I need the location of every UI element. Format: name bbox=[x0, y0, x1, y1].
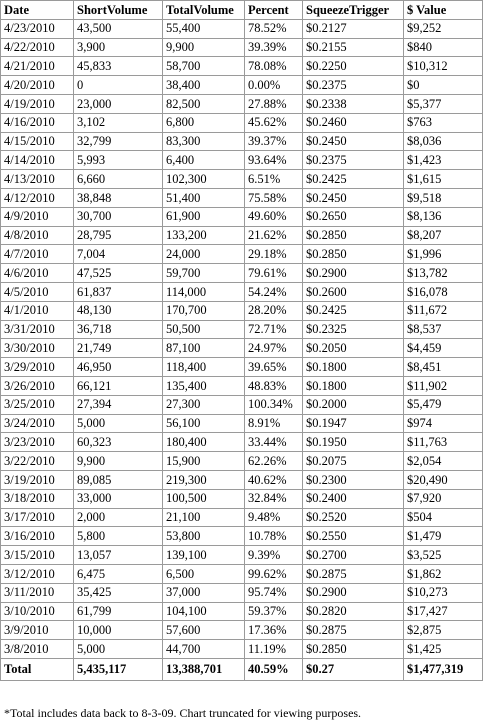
squeeze-trigger-cell: $0.2155 bbox=[303, 38, 404, 57]
table-row bbox=[1, 470, 483, 489]
dollar-value-cell: $1,425 bbox=[404, 640, 483, 659]
dollar-value-cell: $10,273 bbox=[404, 583, 483, 602]
short-volume-cell: 47,525 bbox=[74, 264, 163, 283]
squeeze-trigger-cell: $0.2460 bbox=[303, 113, 404, 132]
date-cell: 3/29/2010 bbox=[1, 358, 74, 377]
dollar-value-cell: $8,537 bbox=[404, 320, 483, 339]
short-volume-cell: 61,837 bbox=[74, 282, 163, 301]
date-cell: 3/23/2010 bbox=[1, 433, 74, 452]
table-row bbox=[1, 226, 483, 245]
percent-cell: 21.62% bbox=[245, 226, 303, 245]
total-volume-cell: 55,400 bbox=[163, 19, 245, 38]
short-volume-cell: 27,394 bbox=[74, 395, 163, 414]
percent-cell: 39.37% bbox=[245, 132, 303, 151]
total-volume-cell: 118,400 bbox=[163, 358, 245, 377]
short-volume-cell: 38,848 bbox=[74, 188, 163, 207]
total-volume-cell: 38,400 bbox=[163, 76, 245, 95]
short-volume-cell: 9,900 bbox=[74, 452, 163, 471]
squeeze-trigger-cell: $0.2050 bbox=[303, 339, 404, 358]
table-row bbox=[1, 395, 483, 414]
percent-cell: 8.91% bbox=[245, 414, 303, 433]
date-cell: 4/14/2010 bbox=[1, 151, 74, 170]
date-cell: 4/20/2010 bbox=[1, 76, 74, 95]
column-header-total-volume: TotalVolume bbox=[163, 1, 245, 20]
dollar-value-cell: $840 bbox=[404, 38, 483, 57]
percent-cell: 10.78% bbox=[245, 527, 303, 546]
dollar-value-cell: $9,252 bbox=[404, 19, 483, 38]
percent-cell: 39.65% bbox=[245, 358, 303, 377]
percent-cell: 49.60% bbox=[245, 207, 303, 226]
squeeze-trigger-cell: $0.2850 bbox=[303, 245, 404, 264]
short-volume-cell: 45,833 bbox=[74, 57, 163, 76]
short-volume-cell: 43,500 bbox=[74, 19, 163, 38]
percent-cell: 32.84% bbox=[245, 489, 303, 508]
percent-cell: 79.61% bbox=[245, 264, 303, 283]
dollar-value-cell: $8,036 bbox=[404, 132, 483, 151]
date-cell: 3/12/2010 bbox=[1, 564, 74, 583]
table-row bbox=[1, 452, 483, 471]
total-volume-cell: 59,700 bbox=[163, 264, 245, 283]
table-row bbox=[1, 151, 483, 170]
date-cell: 4/21/2010 bbox=[1, 57, 74, 76]
dollar-value-cell: $0 bbox=[404, 76, 483, 95]
percent-cell: 11.19% bbox=[245, 640, 303, 659]
total-volume-cell: 51,400 bbox=[163, 188, 245, 207]
percent-cell: 27.88% bbox=[245, 94, 303, 113]
squeeze-trigger-cell: $0.2850 bbox=[303, 226, 404, 245]
short-volume-cell: 60,323 bbox=[74, 433, 163, 452]
date-cell: 3/30/2010 bbox=[1, 339, 74, 358]
dollar-value-cell: $13,782 bbox=[404, 264, 483, 283]
dollar-value-cell: $1,615 bbox=[404, 170, 483, 189]
percent-cell: 33.44% bbox=[245, 433, 303, 452]
date-cell: 3/26/2010 bbox=[1, 376, 74, 395]
date-cell: 3/19/2010 bbox=[1, 470, 74, 489]
date-cell: 3/22/2010 bbox=[1, 452, 74, 471]
percent-cell: 9.48% bbox=[245, 508, 303, 527]
total-volume-cell: 6,500 bbox=[163, 564, 245, 583]
squeeze-trigger-cell: $0.2700 bbox=[303, 546, 404, 565]
column-header-short-volume: ShortVolume bbox=[74, 1, 163, 20]
squeeze-trigger-cell: $0.2250 bbox=[303, 57, 404, 76]
date-cell: 3/15/2010 bbox=[1, 546, 74, 565]
short-volume-cell: 23,000 bbox=[74, 94, 163, 113]
table-row bbox=[1, 94, 483, 113]
dollar-value-cell: $7,920 bbox=[404, 489, 483, 508]
date-cell: 3/18/2010 bbox=[1, 489, 74, 508]
date-cell: 3/16/2010 bbox=[1, 527, 74, 546]
squeeze-trigger-cell: $0.2450 bbox=[303, 132, 404, 151]
total-volume-cell: 44,700 bbox=[163, 640, 245, 659]
squeeze-trigger-cell: $0.2520 bbox=[303, 508, 404, 527]
squeeze-trigger-cell: $0.2127 bbox=[303, 19, 404, 38]
short-volume-cell: 30,700 bbox=[74, 207, 163, 226]
table-row bbox=[1, 621, 483, 640]
percent-cell: 0.00% bbox=[245, 76, 303, 95]
total-volume-cell: 180,400 bbox=[163, 433, 245, 452]
header-row bbox=[1, 1, 483, 20]
short-volume-cell: 61,799 bbox=[74, 602, 163, 621]
total-row bbox=[1, 658, 483, 680]
date-cell: 3/8/2010 bbox=[1, 640, 74, 659]
squeeze-trigger-cell: $0.2900 bbox=[303, 264, 404, 283]
date-cell: 3/25/2010 bbox=[1, 395, 74, 414]
total-volume-cell: 37,000 bbox=[163, 583, 245, 602]
date-cell: 4/5/2010 bbox=[1, 282, 74, 301]
date-cell: 4/19/2010 bbox=[1, 94, 74, 113]
table-row bbox=[1, 282, 483, 301]
squeeze-trigger-cell: $0.2375 bbox=[303, 151, 404, 170]
short-volume-cell: 3,102 bbox=[74, 113, 163, 132]
squeeze-trigger-cell: $0.2425 bbox=[303, 301, 404, 320]
table-row bbox=[1, 433, 483, 452]
squeeze-trigger-cell: $0.1800 bbox=[303, 358, 404, 377]
table-row bbox=[1, 264, 483, 283]
short-volume-cell: 6,660 bbox=[74, 170, 163, 189]
short-volume-cell: 3,900 bbox=[74, 38, 163, 57]
percent-cell: 99.62% bbox=[245, 564, 303, 583]
short-volume-cell: 32,799 bbox=[74, 132, 163, 151]
total-volume-cell: 104,100 bbox=[163, 602, 245, 621]
total-volume-cell: 6,400 bbox=[163, 151, 245, 170]
total-volume-cell: 21,100 bbox=[163, 508, 245, 527]
percent-cell: 54.24% bbox=[245, 282, 303, 301]
percent-cell: 17.36% bbox=[245, 621, 303, 640]
squeeze-trigger-cell: $0.2850 bbox=[303, 640, 404, 659]
table-row bbox=[1, 188, 483, 207]
dollar-value-cell: $4,459 bbox=[404, 339, 483, 358]
total-volume-cell: 87,100 bbox=[163, 339, 245, 358]
column-header-percent: Percent bbox=[245, 1, 303, 20]
dollar-value-cell: $1,996 bbox=[404, 245, 483, 264]
total-volume-cell: 114,000 bbox=[163, 282, 245, 301]
squeeze-trigger-cell: $0.1800 bbox=[303, 376, 404, 395]
date-cell: 4/23/2010 bbox=[1, 19, 74, 38]
total-volume-cell: 100,500 bbox=[163, 489, 245, 508]
short-volume-cell: 0 bbox=[74, 76, 163, 95]
total-volume-cell: 139,100 bbox=[163, 546, 245, 565]
percent-cell: 40.62% bbox=[245, 470, 303, 489]
dollar-value-cell: $2,054 bbox=[404, 452, 483, 471]
squeeze-trigger-cell: $0.2900 bbox=[303, 583, 404, 602]
table-row bbox=[1, 583, 483, 602]
total-volume-cell: 102,300 bbox=[163, 170, 245, 189]
total-short-volume: 5,435,117 bbox=[74, 658, 163, 680]
percent-cell: 28.20% bbox=[245, 301, 303, 320]
column-header-squeeze-trigger: SqueezeTrigger bbox=[303, 1, 404, 20]
total-volume-cell: 6,800 bbox=[163, 113, 245, 132]
short-volume-cell: 6,475 bbox=[74, 564, 163, 583]
table-row bbox=[1, 245, 483, 264]
squeeze-trigger-cell: $0.2820 bbox=[303, 602, 404, 621]
short-volume-cell: 10,000 bbox=[74, 621, 163, 640]
table-row bbox=[1, 489, 483, 508]
date-cell: 3/10/2010 bbox=[1, 602, 74, 621]
squeeze-trigger-cell: $0.2325 bbox=[303, 320, 404, 339]
footnote: *Total includes data back to 8-3-09. Chart truncated for viewing purposes. bbox=[4, 706, 362, 720]
table-row bbox=[1, 546, 483, 565]
table-row bbox=[1, 57, 483, 76]
percent-cell: 48.83% bbox=[245, 376, 303, 395]
percent-cell: 29.18% bbox=[245, 245, 303, 264]
table-row bbox=[1, 358, 483, 377]
dollar-value-cell: $8,136 bbox=[404, 207, 483, 226]
total-dollar-value: $1,477,319 bbox=[404, 658, 483, 680]
squeeze-trigger-cell: $0.2400 bbox=[303, 489, 404, 508]
table-row bbox=[1, 339, 483, 358]
dollar-value-cell: $3,525 bbox=[404, 546, 483, 565]
table-row bbox=[1, 376, 483, 395]
table-row bbox=[1, 19, 483, 38]
short-volume-cell: 36,718 bbox=[74, 320, 163, 339]
table-row bbox=[1, 113, 483, 132]
percent-cell: 93.64% bbox=[245, 151, 303, 170]
percent-cell: 100.34% bbox=[245, 395, 303, 414]
total-volume-cell: 61,900 bbox=[163, 207, 245, 226]
date-cell: 4/8/2010 bbox=[1, 226, 74, 245]
total-volume-cell: 135,400 bbox=[163, 376, 245, 395]
short-volume-cell: 66,121 bbox=[74, 376, 163, 395]
date-cell: 4/7/2010 bbox=[1, 245, 74, 264]
percent-cell: 62.26% bbox=[245, 452, 303, 471]
short-volume-cell: 46,950 bbox=[74, 358, 163, 377]
total-volume-cell: 24,000 bbox=[163, 245, 245, 264]
dollar-value-cell: $8,451 bbox=[404, 358, 483, 377]
dollar-value-cell: $1,862 bbox=[404, 564, 483, 583]
total-label: Total bbox=[1, 658, 74, 680]
date-cell: 4/9/2010 bbox=[1, 207, 74, 226]
dollar-value-cell: $1,423 bbox=[404, 151, 483, 170]
short-volume-cell: 5,000 bbox=[74, 414, 163, 433]
total-volume-cell: 57,600 bbox=[163, 621, 245, 640]
percent-cell: 72.71% bbox=[245, 320, 303, 339]
date-cell: 4/1/2010 bbox=[1, 301, 74, 320]
table-row bbox=[1, 207, 483, 226]
squeeze-trigger-cell: $0.2450 bbox=[303, 188, 404, 207]
squeeze-trigger-cell: $0.2425 bbox=[303, 170, 404, 189]
short-volume-cell: 48,130 bbox=[74, 301, 163, 320]
date-cell: 4/12/2010 bbox=[1, 188, 74, 207]
total-volume-cell: 50,500 bbox=[163, 320, 245, 339]
percent-cell: 45.62% bbox=[245, 113, 303, 132]
dollar-value-cell: $5,479 bbox=[404, 395, 483, 414]
dollar-value-cell: $11,763 bbox=[404, 433, 483, 452]
squeeze-trigger-cell: $0.2875 bbox=[303, 564, 404, 583]
short-volume-cell: 89,085 bbox=[74, 470, 163, 489]
squeeze-trigger-cell: $0.2338 bbox=[303, 94, 404, 113]
table-row bbox=[1, 76, 483, 95]
total-volume-cell: 53,800 bbox=[163, 527, 245, 546]
short-volume-cell: 5,993 bbox=[74, 151, 163, 170]
short-volume-cell: 5,800 bbox=[74, 527, 163, 546]
dollar-value-cell: $974 bbox=[404, 414, 483, 433]
total-volume-cell: 27,300 bbox=[163, 395, 245, 414]
date-cell: 3/11/2010 bbox=[1, 583, 74, 602]
short-volume-cell: 13,057 bbox=[74, 546, 163, 565]
table-row bbox=[1, 602, 483, 621]
table-row bbox=[1, 564, 483, 583]
percent-cell: 59.37% bbox=[245, 602, 303, 621]
table-row bbox=[1, 132, 483, 151]
dollar-value-cell: $1,479 bbox=[404, 527, 483, 546]
dollar-value-cell: $16,078 bbox=[404, 282, 483, 301]
dollar-value-cell: $10,312 bbox=[404, 57, 483, 76]
date-cell: 4/6/2010 bbox=[1, 264, 74, 283]
percent-cell: 9.39% bbox=[245, 546, 303, 565]
table-row bbox=[1, 320, 483, 339]
table-row bbox=[1, 508, 483, 527]
total-volume-cell: 15,900 bbox=[163, 452, 245, 471]
total-volume-cell: 170,700 bbox=[163, 301, 245, 320]
squeeze-trigger-cell: $0.2600 bbox=[303, 282, 404, 301]
percent-cell: 75.58% bbox=[245, 188, 303, 207]
short-volume-cell: 2,000 bbox=[74, 508, 163, 527]
percent-cell: 78.08% bbox=[245, 57, 303, 76]
total-volume-cell: 219,300 bbox=[163, 470, 245, 489]
short-volume-cell: 35,425 bbox=[74, 583, 163, 602]
percent-cell: 39.39% bbox=[245, 38, 303, 57]
dollar-value-cell: $17,427 bbox=[404, 602, 483, 621]
percent-cell: 6.51% bbox=[245, 170, 303, 189]
squeeze-trigger-cell: $0.2550 bbox=[303, 527, 404, 546]
short-volume-cell: 5,000 bbox=[74, 640, 163, 659]
squeeze-trigger-cell: $0.1950 bbox=[303, 433, 404, 452]
date-cell: 4/16/2010 bbox=[1, 113, 74, 132]
total-volume-cell: 83,300 bbox=[163, 132, 245, 151]
date-cell: 3/17/2010 bbox=[1, 508, 74, 527]
date-cell: 4/22/2010 bbox=[1, 38, 74, 57]
percent-cell: 24.97% bbox=[245, 339, 303, 358]
table-row bbox=[1, 527, 483, 546]
short-volume-cell: 28,795 bbox=[74, 226, 163, 245]
total-volume-cell: 9,900 bbox=[163, 38, 245, 57]
short-volume-cell: 33,000 bbox=[74, 489, 163, 508]
squeeze-trigger-cell: $0.2650 bbox=[303, 207, 404, 226]
dollar-value-cell: $504 bbox=[404, 508, 483, 527]
date-cell: 3/24/2010 bbox=[1, 414, 74, 433]
total-squeeze-trigger: $0.27 bbox=[303, 658, 404, 680]
date-cell: 4/13/2010 bbox=[1, 170, 74, 189]
table-row bbox=[1, 301, 483, 320]
total-total-volume: 13,388,701 bbox=[163, 658, 245, 680]
squeeze-trigger-cell: $0.2375 bbox=[303, 76, 404, 95]
dollar-value-cell: $11,902 bbox=[404, 376, 483, 395]
dollar-value-cell: $8,207 bbox=[404, 226, 483, 245]
table-row bbox=[1, 640, 483, 659]
total-volume-cell: 58,700 bbox=[163, 57, 245, 76]
table-row bbox=[1, 414, 483, 433]
dollar-value-cell: $763 bbox=[404, 113, 483, 132]
squeeze-trigger-cell: $0.2000 bbox=[303, 395, 404, 414]
percent-cell: 95.74% bbox=[245, 583, 303, 602]
squeeze-trigger-cell: $0.1947 bbox=[303, 414, 404, 433]
date-cell: 3/9/2010 bbox=[1, 621, 74, 640]
column-header-dollar-value: $ Value bbox=[404, 1, 483, 20]
date-cell: 3/31/2010 bbox=[1, 320, 74, 339]
total-percent: 40.59% bbox=[245, 658, 303, 680]
squeeze-trigger-cell: $0.2075 bbox=[303, 452, 404, 471]
percent-cell: 78.52% bbox=[245, 19, 303, 38]
table-row bbox=[1, 170, 483, 189]
date-cell: 4/15/2010 bbox=[1, 132, 74, 151]
dollar-value-cell: $9,518 bbox=[404, 188, 483, 207]
squeeze-trigger-cell: $0.2300 bbox=[303, 470, 404, 489]
dollar-value-cell: $20,490 bbox=[404, 470, 483, 489]
short-volume-cell: 21,749 bbox=[74, 339, 163, 358]
dollar-value-cell: $2,875 bbox=[404, 621, 483, 640]
short-volume-cell: 7,004 bbox=[74, 245, 163, 264]
total-volume-cell: 56,100 bbox=[163, 414, 245, 433]
dollar-value-cell: $11,672 bbox=[404, 301, 483, 320]
squeeze-trigger-cell: $0.2875 bbox=[303, 621, 404, 640]
total-volume-cell: 82,500 bbox=[163, 94, 245, 113]
table-row bbox=[1, 38, 483, 57]
table-body bbox=[1, 19, 483, 658]
total-volume-cell: 133,200 bbox=[163, 226, 245, 245]
column-header-date: Date bbox=[1, 1, 74, 20]
dollar-value-cell: $5,377 bbox=[404, 94, 483, 113]
